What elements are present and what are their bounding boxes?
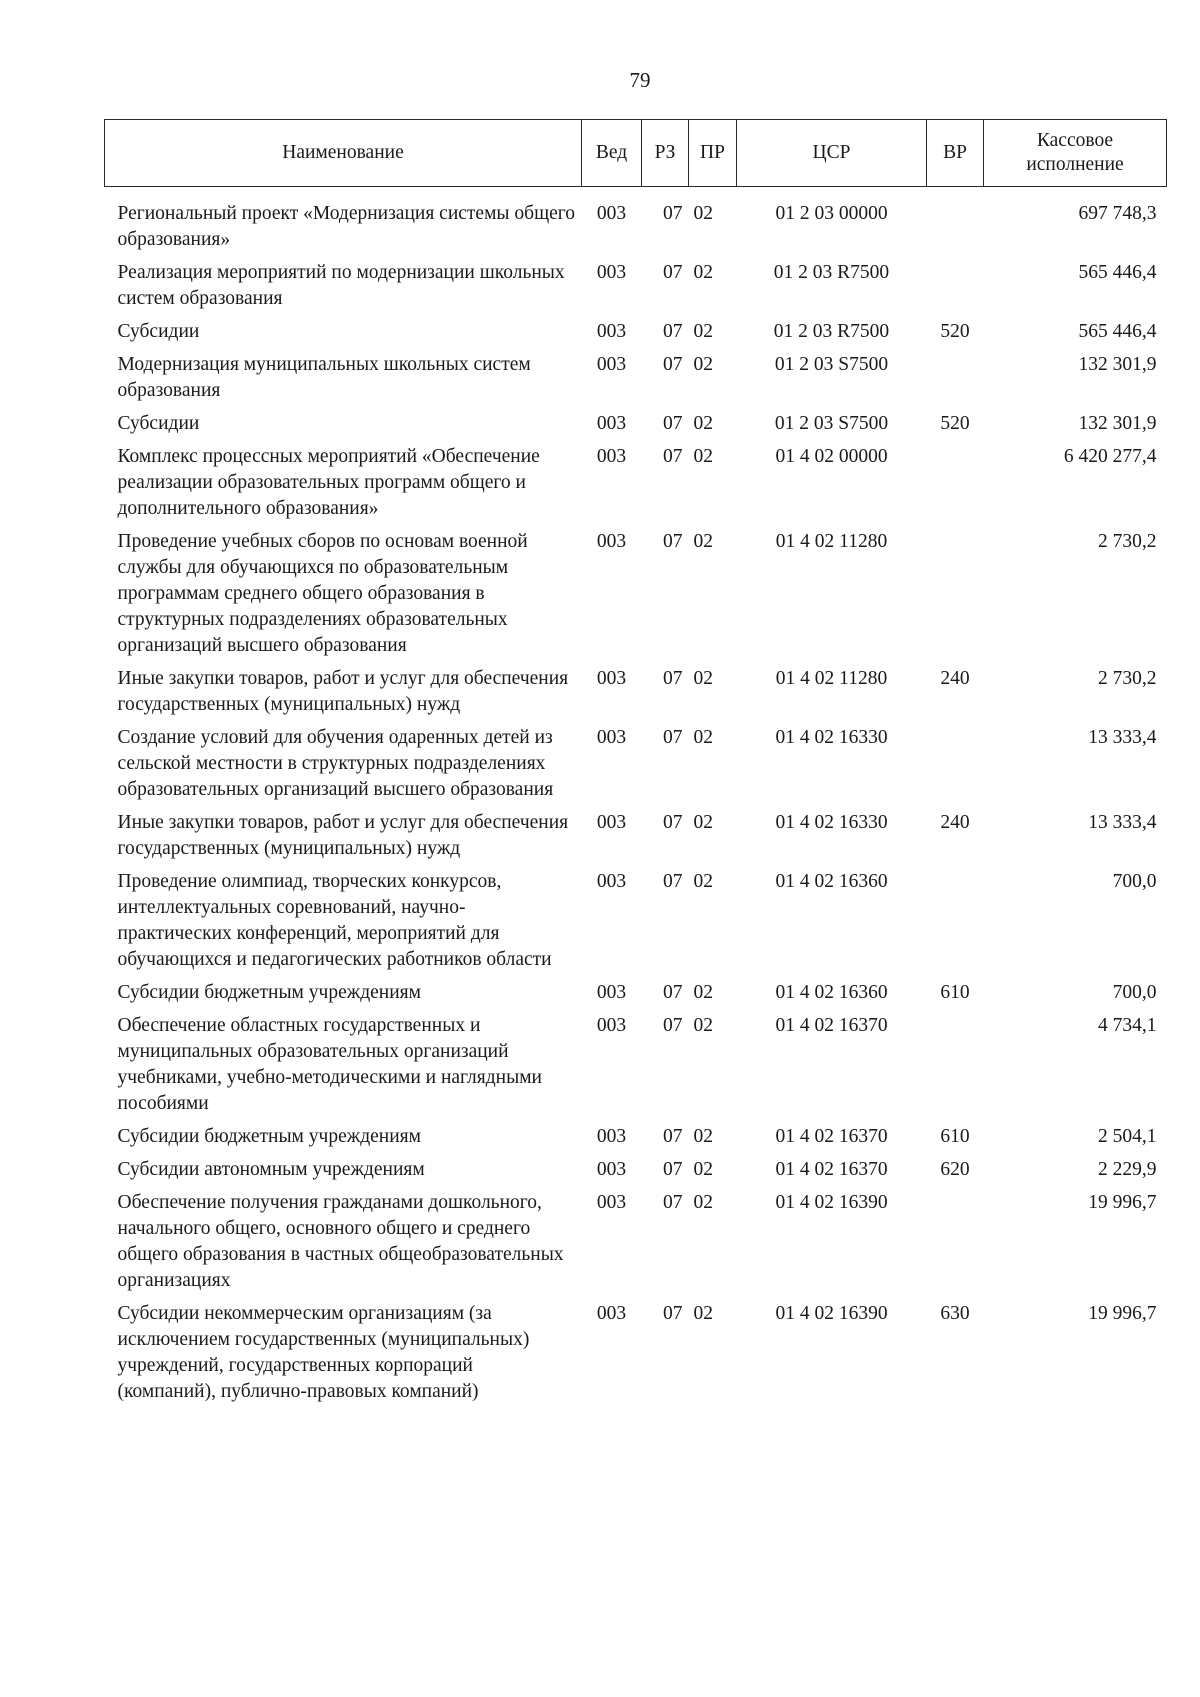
cell-rz: 07: [663, 262, 683, 283]
cell-vr: 620: [940, 1159, 970, 1180]
cell-pr: 02: [693, 354, 713, 375]
cell-pr: 02: [693, 262, 713, 283]
table-header: [105, 120, 1167, 187]
cell-pr: 02: [693, 321, 713, 342]
cell-rz: 07: [663, 1159, 683, 1180]
header-csr: ЦСР: [737, 120, 927, 187]
cell-name: Обеспечение областных государственных и муниципальных образовательных организаций учебниками, учебно-методическими и наглядными пособиями: [117, 1015, 542, 1114]
cell-vr: 630: [940, 1303, 970, 1324]
cell-vr: [927, 444, 984, 529]
header-pr: ПР: [689, 120, 737, 187]
cell-pr: 02: [693, 812, 713, 833]
table-row: [105, 666, 1167, 725]
cell-rz: 07: [663, 1126, 683, 1147]
cell-name: Иные закупки товаров, работ и услуг для обеспечения государственных (муниципальных) нужд: [117, 668, 569, 715]
cell-rz: 07: [663, 321, 683, 342]
table-row: [105, 1013, 1167, 1124]
cell-ved: 003: [596, 354, 627, 375]
cell-csr: 01 2 03 R7500: [773, 262, 890, 283]
cell-sum: 700,0: [1112, 982, 1157, 1003]
cell-csr: 01 2 03 R7500: [773, 321, 890, 342]
cell-pr: 02: [693, 1015, 713, 1036]
cell-sum: 19 996,7: [1088, 1192, 1157, 1213]
table-row: [105, 1190, 1167, 1301]
cell-ved: 003: [596, 1303, 627, 1324]
table-row: [105, 869, 1167, 980]
cell-csr: 01 2 03 00000: [775, 203, 888, 224]
cell-csr: 01 4 02 11280: [775, 531, 888, 552]
cell-csr: 01 2 03 S7500: [774, 413, 889, 434]
cell-csr: 01 4 02 16370: [775, 1015, 888, 1036]
cell-name: Субсидии: [117, 321, 200, 342]
cell-csr: 01 4 02 16360: [775, 982, 888, 1003]
cell-rz: 07: [663, 668, 683, 689]
table-row: [105, 1157, 1167, 1190]
cell-pr: 02: [693, 727, 713, 748]
table-row: [105, 260, 1167, 319]
cell-pr: 02: [693, 1126, 713, 1147]
cell-pr: 02: [693, 668, 713, 689]
cell-name: Субсидии некоммерческим организациям (за исключением государственных (муниципальных) учреждений, государственных корпораций (компаний), публично-правовых компаний): [117, 1303, 530, 1402]
cell-vr: [927, 352, 984, 411]
cell-name: Субсидии бюджетным учреждениям: [117, 982, 421, 1003]
cell-pr: 02: [693, 531, 713, 552]
cell-ved: 003: [596, 413, 627, 434]
cell-vr: 520: [940, 413, 970, 434]
cell-sum: 2 504,1: [1098, 1126, 1157, 1147]
cell-rz: 07: [663, 354, 683, 375]
table-row: [105, 352, 1167, 411]
cell-rz: 07: [663, 727, 683, 748]
cell-csr: 01 4 02 16330: [775, 727, 888, 748]
cell-sum: 700,0: [1112, 871, 1157, 892]
cell-rz: 07: [663, 446, 683, 467]
cell-vr: 240: [940, 812, 970, 833]
cell-pr: 02: [693, 1159, 713, 1180]
header-sum: Кассовое исполнение: [984, 120, 1167, 187]
table-row: [105, 1301, 1167, 1412]
cell-rz: 07: [663, 1303, 683, 1324]
cell-name: Иные закупки товаров, работ и услуг для обеспечения государственных (муниципальных) нужд: [117, 812, 569, 859]
cell-ved: 003: [596, 321, 627, 342]
cell-csr: 01 4 02 00000: [775, 446, 888, 467]
table-row: [105, 529, 1167, 666]
cell-vr: [927, 187, 984, 261]
cell-rz: 07: [663, 982, 683, 1003]
cell-name: Проведение олимпиад, творческих конкурсов, интеллектуальных соревнований, научно-практических конференций, мероприятий для обучающихся и педагогических работников области: [117, 871, 552, 970]
header-ved: Вед: [582, 120, 642, 187]
cell-ved: 003: [596, 446, 627, 467]
table-header-row: [105, 120, 1167, 187]
cell-pr: 02: [693, 871, 713, 892]
cell-csr: 01 4 02 16360: [775, 871, 888, 892]
cell-name: Субсидии бюджетным учреждениям: [117, 1126, 421, 1147]
table-row: [105, 980, 1167, 1013]
table-row: [105, 411, 1167, 444]
cell-vr: 240: [940, 668, 970, 689]
cell-vr: [927, 529, 984, 666]
cell-rz: 07: [663, 413, 683, 434]
cell-pr: 02: [693, 413, 713, 434]
cell-csr: 01 4 02 11280: [775, 668, 888, 689]
cell-vr: [927, 869, 984, 980]
cell-name: Модернизация муниципальных школьных систем образования: [117, 354, 531, 401]
cell-pr: 02: [693, 1303, 713, 1324]
table-row: [105, 187, 1167, 261]
page-number: 79: [629, 68, 651, 92]
cell-sum: 6 420 277,4: [1063, 446, 1157, 467]
cell-sum: 13 333,4: [1088, 812, 1157, 833]
budget-execution-table: [104, 119, 1167, 1412]
cell-vr: 610: [940, 1126, 970, 1147]
cell-rz: 07: [663, 1015, 683, 1036]
cell-name: Проведение учебных сборов по основам военной службы для обучающихся по образовательным программам среднего общего образования в структурных подразделениях образовательных организаций высшего образования: [117, 531, 528, 656]
cell-pr: 02: [693, 446, 713, 467]
cell-csr: 01 4 02 16390: [775, 1192, 888, 1213]
table-row: [105, 810, 1167, 869]
cell-ved: 003: [596, 871, 627, 892]
cell-vr: [927, 260, 984, 319]
cell-name: Обеспечение получения гражданами дошкольного, начального общего, основного общего и среднего общего образования в частных общеобразовательных организациях: [117, 1192, 564, 1291]
cell-ved: 003: [596, 727, 627, 748]
cell-sum: 132 301,9: [1078, 354, 1157, 375]
cell-sum: 2 730,2: [1098, 531, 1157, 552]
cell-ved: 003: [596, 531, 627, 552]
cell-pr: 02: [693, 1192, 713, 1213]
cell-ved: 003: [596, 203, 627, 224]
header-vr: ВР: [927, 120, 984, 187]
header-name: Наименование: [105, 120, 582, 187]
header-rz: РЗ: [642, 120, 689, 187]
cell-ved: 003: [596, 1015, 627, 1036]
cell-rz: 07: [663, 531, 683, 552]
cell-sum: 4 734,1: [1098, 1015, 1157, 1036]
cell-vr: 610: [940, 982, 970, 1003]
cell-ved: 003: [596, 982, 627, 1003]
cell-rz: 07: [663, 812, 683, 833]
cell-sum: 19 996,7: [1088, 1303, 1157, 1324]
table-row: [105, 725, 1167, 810]
cell-ved: 003: [596, 668, 627, 689]
cell-ved: 003: [596, 812, 627, 833]
table-row: [105, 319, 1167, 352]
cell-sum: 2 229,9: [1098, 1159, 1157, 1180]
cell-csr: 01 4 02 16390: [775, 1303, 888, 1324]
cell-name: Реализация мероприятий по модернизации школьных систем образования: [117, 262, 565, 309]
cell-vr: [927, 1190, 984, 1301]
cell-name: Региональный проект «Модернизация системы общего образования»: [117, 203, 576, 250]
cell-rz: 07: [663, 871, 683, 892]
cell-ved: 003: [596, 262, 627, 283]
cell-sum: 565 446,4: [1078, 262, 1157, 283]
cell-csr: 01 4 02 16370: [775, 1126, 888, 1147]
cell-sum: 132 301,9: [1078, 413, 1157, 434]
cell-csr: 01 2 03 S7500: [774, 354, 889, 375]
cell-csr: 01 4 02 16370: [775, 1159, 888, 1180]
cell-sum: 565 446,4: [1078, 321, 1157, 342]
table-row: [105, 1124, 1167, 1157]
table-row: [105, 444, 1167, 529]
cell-ved: 003: [596, 1192, 627, 1213]
cell-vr: [927, 725, 984, 810]
cell-pr: 02: [693, 203, 713, 224]
cell-csr: 01 4 02 16330: [775, 812, 888, 833]
cell-name: Создание условий для обучения одаренных детей из сельской местности в структурных подразделениях образовательных организаций высшего образования: [117, 727, 554, 800]
cell-sum: 697 748,3: [1078, 203, 1157, 224]
cell-rz: 07: [663, 203, 683, 224]
cell-vr: 520: [940, 321, 970, 342]
cell-rz: 07: [663, 1192, 683, 1213]
cell-pr: 02: [693, 982, 713, 1003]
cell-ved: 003: [596, 1159, 627, 1180]
cell-name: Субсидии автономным учреждениям: [117, 1159, 425, 1180]
cell-vr: [927, 1013, 984, 1124]
cell-sum: 2 730,2: [1098, 668, 1157, 689]
cell-ved: 003: [596, 1126, 627, 1147]
table-body: [105, 187, 1167, 1413]
cell-name: Субсидии: [117, 413, 200, 434]
cell-name: Комплекс процессных мероприятий «Обеспечение реализации образовательных программ общего и дополнительного образования»: [117, 446, 540, 519]
cell-sum: 13 333,4: [1088, 727, 1157, 748]
